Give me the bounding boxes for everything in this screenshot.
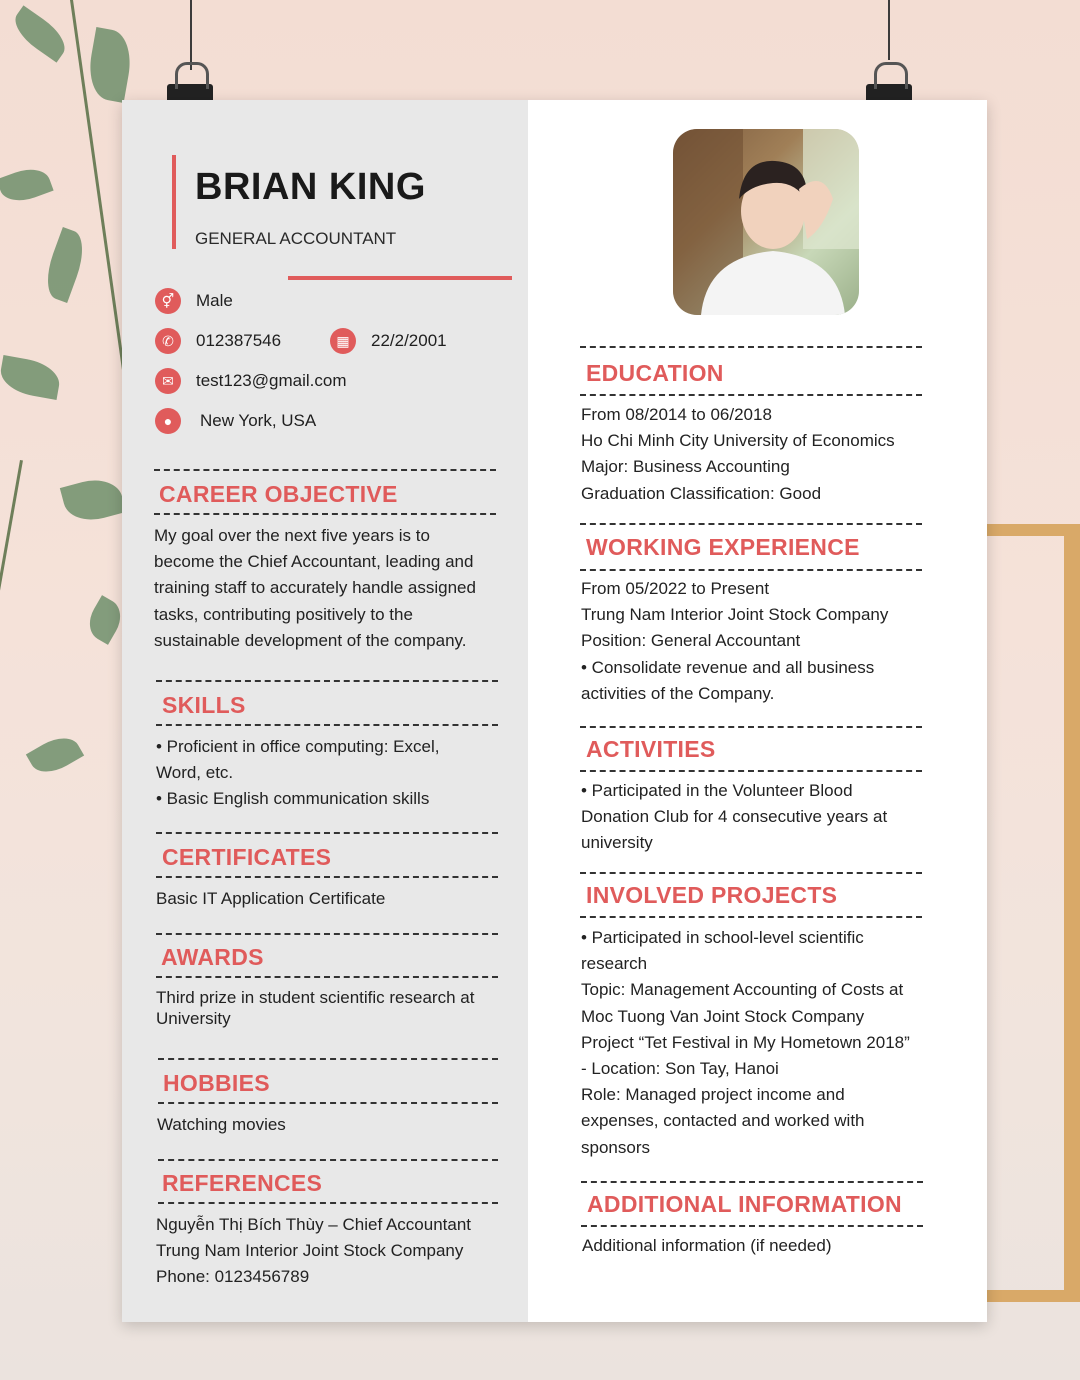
section-divider (580, 916, 922, 918)
calendar-icon: ▦ (330, 328, 356, 354)
phone-icon: ✆ (155, 328, 181, 354)
career-objective-text: My goal over the next five years is to become the Chief Accountant, leading and training staff to accurately handle assigned tasks, contributing positively to the sustainable development of the company. (154, 526, 476, 650)
section-divider (580, 569, 922, 571)
gender-icon: ⚥ (155, 288, 181, 314)
plant-leaf (0, 355, 63, 400)
education-heading: EDUCATION (586, 360, 724, 386)
section-divider (158, 1159, 498, 1161)
phone-value: 012387546 (196, 331, 282, 350)
profile-photo-illustration (673, 129, 859, 315)
candidate-name: BRIAN KING (195, 166, 426, 208)
section-divider (156, 933, 498, 935)
references-heading: REFERENCES (162, 1170, 323, 1196)
hobbies-heading: HOBBIES (163, 1070, 270, 1096)
location-value: New York, USA (200, 411, 317, 430)
additional-information-heading: ADDITIONAL INFORMATION (587, 1191, 902, 1217)
section-divider (156, 832, 498, 834)
section-divider (581, 1225, 923, 1227)
plant-stem (0, 460, 23, 874)
certificates-heading: CERTIFICATES (162, 844, 332, 870)
wall-frame-bar (1064, 524, 1080, 1302)
section-divider (580, 346, 922, 348)
skills-text: • Proficient in office computing: Excel, Word, etc. • Basic English communication skills (156, 737, 440, 809)
awards-text: Third prize in student scientific research at University (156, 988, 475, 1028)
plant-leaf (7, 5, 72, 62)
plant-leaf (39, 227, 91, 303)
activities-heading: ACTIVITIES (586, 736, 716, 762)
section-divider (158, 1102, 498, 1104)
section-divider (158, 1058, 498, 1060)
plant-leaf (26, 730, 84, 781)
section-divider (580, 872, 922, 874)
section-divider (580, 523, 922, 525)
section-divider (158, 1202, 498, 1204)
email-value: test123@gmail.com (196, 371, 347, 390)
name-accent-bar (172, 155, 176, 249)
section-divider (581, 1181, 923, 1183)
email-icon: ✉ (155, 368, 181, 394)
birthday-value: 22/2/2001 (371, 331, 447, 350)
section-divider (580, 394, 922, 396)
location-row (155, 408, 316, 434)
awards-heading: AWARDS (161, 944, 264, 970)
hanger-string (888, 0, 890, 60)
career-objective-heading: CAREER OBJECTIVE (159, 481, 398, 507)
resume-paper (122, 100, 987, 1322)
plant-leaf (84, 27, 136, 103)
working-experience-heading: WORKING EXPERIENCE (586, 534, 860, 560)
plant-leaf (0, 162, 54, 207)
section-divider (156, 680, 498, 682)
section-divider (580, 770, 922, 772)
job-title: GENERAL ACCOUNTANT (195, 229, 397, 248)
section-divider (156, 724, 498, 726)
gender-value: Male (196, 291, 233, 310)
certificates-text: Basic IT Application Certificate (156, 889, 386, 908)
education-text: From 08/2014 to 06/2018 Ho Chi Minh City University of Economics Major: Business Accounting Graduation Classification: Good (581, 405, 895, 503)
involved-projects-heading: INVOLVED PROJECTS (586, 882, 838, 908)
phone-row (155, 328, 281, 354)
gender-row (155, 288, 233, 314)
activities-text: • Participated in the Volunteer Blood Donation Club for 4 consecutive years at university (581, 781, 888, 853)
hanger-string (190, 0, 192, 70)
hobbies-text: Watching movies (157, 1115, 286, 1134)
section-divider (580, 726, 922, 728)
profile-photo (673, 129, 859, 315)
additional-information-text: Additional information (if needed) (582, 1236, 832, 1255)
section-divider (154, 513, 496, 515)
header-underline (288, 276, 512, 280)
references-text: Nguyễn Thị Bích Thùy – Chief Accountant Trung Nam Interior Joint Stock Company Phone: 0123456789 (156, 1215, 472, 1287)
section-divider (154, 469, 496, 471)
plant-leaf (60, 473, 126, 527)
section-divider (156, 976, 498, 978)
location-icon: ● (155, 408, 181, 434)
birthday-row (330, 328, 447, 354)
left-column (122, 100, 528, 1322)
email-row (155, 368, 347, 394)
skills-heading: SKILLS (162, 692, 246, 718)
section-divider (156, 876, 498, 878)
involved-projects-text: • Participated in school-level scientific research Topic: Management Accounting of Costs at Moc Tuong Van Joint Stock Company Project “Tet Festival in My Hometown 2018” - Location: Son Tay, Hanoi Role: Managed project income and expenses, contacted and worked with sponsors (581, 928, 910, 1157)
working-experience-text: From 05/2022 to Present Trung Nam Interior Joint Stock Company Position: General Accountant • Consolidate revenue and all business activities of the Company. (581, 579, 889, 703)
